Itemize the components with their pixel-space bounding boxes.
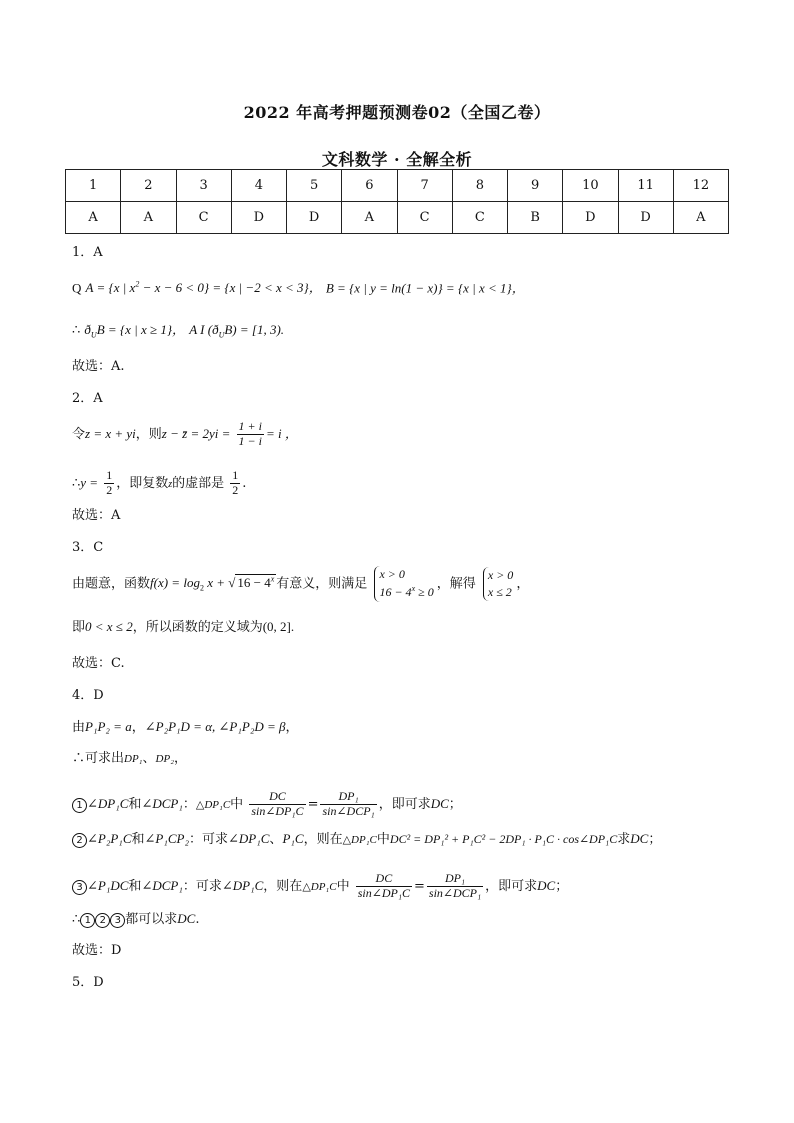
answer-table (65, 169, 729, 234)
q4-l3-den-1: sin∠DP₁C (251, 803, 304, 818)
q4-p1p2: P₁P₂ = a (85, 719, 132, 734)
q3-log: f(x) = log (150, 575, 200, 591)
q4-l5-equals: = (414, 878, 425, 894)
q4-l4-semicolon: ； (648, 832, 662, 847)
q5-heading: 5．D (72, 975, 104, 990)
q3-sys1-line2: 16 − 4 (379, 585, 412, 600)
q2-z-diff: z − z̄ = 2yi = (161, 425, 231, 441)
q4-l3-semicolon: ； (448, 796, 462, 812)
q1-set-a-rest: − x − 6 < 0} = {x | −2 < x < 3}， (139, 280, 322, 296)
q3-domain-text: ，所以函数的定义域为 (132, 620, 263, 635)
q4-line-5 (72, 872, 568, 901)
q4-l5-den-1: sin∠DP₁C (357, 885, 410, 900)
q1-answer: 故选：A. (72, 359, 125, 374)
q4-l4-angle-2: ∠P₁CP₂ (144, 831, 189, 846)
q4-l5-num-2: DP₁ (427, 872, 483, 887)
q3-sys2-line2: x ≤ 2 (487, 584, 512, 599)
table-cell: 12 (673, 170, 728, 202)
q2-half-denominator-2: 2 (232, 482, 239, 497)
q3-sys2-line1: x > 0 (487, 567, 514, 582)
q3-range: 0 < x ≤ 2 (85, 619, 133, 634)
table-cell: 6 (342, 170, 397, 202)
q3-comma: ， (516, 576, 530, 592)
q4-heading: 4．D (72, 688, 104, 703)
q4-l3-dc: DC (430, 795, 449, 811)
q4-l4-angle-3: ∠DP₁C (228, 831, 270, 846)
table-cell: 9 (508, 170, 563, 202)
q4-l5-triangle: △DP₁C (302, 880, 337, 893)
q2-imag-text: 的虚部是 (172, 475, 225, 491)
q1-complement-symbol: ð (84, 322, 91, 337)
table-cell: C (452, 202, 507, 234)
q3-answer: 故选：C. (72, 656, 125, 671)
circled-number-icon: 1 (72, 798, 87, 813)
q2-z: z (168, 478, 173, 490)
answer-table-answer-row (66, 202, 729, 234)
q4-l3-and: 和 (128, 796, 142, 812)
q4-l5-angle-1: ∠P₁DC (87, 877, 129, 893)
table-cell: B (508, 202, 563, 234)
q2-period: . (242, 475, 247, 491)
q4-l5-dc: DC (537, 877, 556, 893)
q3-sqrt-symbol: √ (228, 575, 236, 591)
q4-answer: 故选：D (72, 943, 122, 958)
q4-l3-num-1: DC (249, 790, 305, 805)
q4-line-4 (72, 832, 661, 848)
q3-sys1-exp: x (411, 584, 416, 594)
q3-solve-text: ，解得 (436, 576, 476, 592)
q4-l4-can-find: ：可求 (188, 832, 228, 847)
q4-comma-3: ， (174, 751, 188, 766)
q4-l6-dc: DC (177, 911, 196, 926)
q2-denominator: 1 − i (238, 433, 262, 448)
document-subtitle: 文科数学 · 全解全析 (321, 150, 473, 169)
q4-l3-fraction-2 (320, 790, 376, 819)
q4-l5-then: ，则在 (263, 878, 303, 894)
q4-comma-1: ， (131, 720, 145, 735)
q1-line-2 (72, 323, 284, 340)
q1-therefore-symbol: Q (72, 280, 82, 296)
circled-number-icon: 3 (110, 913, 125, 928)
q2-y-equals: y = (80, 474, 99, 490)
q3-line-2 (72, 620, 294, 634)
circled-number-icon: 2 (95, 913, 110, 928)
q4-from: 由 (72, 720, 86, 735)
q1-set-a (86, 280, 322, 295)
q4-l4-find: 求 (617, 832, 631, 847)
table-cell: D (563, 202, 618, 234)
q4-angles: ∠P₂P₁D = α, ∠P₁P₂D = β (144, 719, 286, 734)
q4-comma-2: ， (285, 720, 299, 735)
table-cell: 10 (563, 170, 618, 202)
q4-l5-angle-3: ∠DP₁C (221, 877, 264, 893)
table-cell: D (231, 202, 286, 234)
q3-heading: 3．C (72, 540, 104, 555)
q1-complement-sub: U (90, 330, 97, 340)
q1-complement-text: B = {x | x ≥ 1}， (96, 322, 186, 337)
answer-table-number-row (66, 170, 729, 202)
table-cell: 1 (66, 170, 121, 202)
q2-half-numerator-2: 1 (232, 468, 239, 482)
q4-l4-dc: DC (630, 831, 649, 846)
circled-number-icon: 3 (72, 880, 87, 895)
q4-l3-triangle: △DP₁C (195, 798, 231, 811)
table-cell: A (342, 202, 397, 234)
q4-l4-then: ，则在 (303, 832, 343, 847)
q4-l3-equals: = (307, 796, 319, 812)
table-cell: 2 (121, 170, 176, 202)
table-cell: C (176, 202, 231, 234)
q4-l4-p1c: P₁C (282, 831, 304, 846)
table-cell: D (287, 202, 342, 234)
q4-line-1 (72, 720, 299, 734)
q2-line-1 (72, 420, 298, 449)
q4-line-6 (72, 912, 200, 928)
q4-l4-angle-1: ∠P₂P₁C (87, 831, 132, 846)
q2-answer: 故选：A (72, 508, 121, 523)
q4-l3-in: 中 (230, 796, 244, 812)
q2-half-denominator: 2 (106, 482, 113, 497)
circled-number-icon: 2 (72, 833, 87, 848)
q4-l3-num-2: DP₁ (320, 790, 376, 805)
q2-z-def: z = x + yi (85, 425, 136, 441)
q4-l5-then-find: ，即可求 (485, 878, 538, 894)
q2-let: 令 (72, 426, 86, 442)
q1-intersection-a: A I (ð (189, 322, 219, 337)
q4-l5-in: 中 (336, 878, 350, 894)
q3-sqrt-exp: x (270, 575, 275, 585)
q2-heading: 2．A (72, 391, 103, 406)
q1-intersection-result: B) = [1, 3). (224, 322, 285, 337)
table-cell: D (618, 202, 673, 234)
q3-plus: x + (203, 575, 229, 591)
q4-l4-sep: 、 (269, 832, 283, 847)
q4-l5-semicolon: ； (555, 878, 569, 894)
q4-l5-den-2: sin∠DCP₁ (428, 885, 482, 900)
q3-system-2 (483, 567, 513, 602)
q3-function (150, 575, 276, 593)
table-cell: A (121, 202, 176, 234)
q4-l3-angle-1: ∠DP₁C (87, 795, 129, 811)
q2-numerator: 1 + i (238, 419, 262, 433)
table-cell: 4 (231, 170, 286, 202)
q4-line-2 (72, 752, 187, 765)
table-cell: A (66, 202, 121, 234)
q1-set-a-text: A = {x | x (85, 280, 136, 296)
table-cell: 5 (287, 170, 342, 202)
q1-intersection (189, 322, 285, 340)
q2-half-numerator: 1 (106, 468, 113, 482)
q1-heading: 1．A (72, 245, 103, 260)
q2-equals-i: = i ， (265, 425, 298, 441)
q4-l5-num-1: DC (356, 872, 412, 887)
q4-l5-angle-2: ∠DCP₁ (141, 877, 183, 893)
q4-l3-den-2: sin∠DCP₁ (322, 803, 375, 818)
q4-all-can: 都可以求 (125, 912, 178, 927)
q3-sqrt-text: 16 − 4 (237, 575, 271, 591)
q3-system-1 (374, 566, 433, 602)
q3-line-1 (72, 566, 529, 602)
document-title: 2022 年高考押题预测卷02（全国乙卷） (243, 103, 551, 122)
q4-l3-angle-2: ∠DCP₁ (141, 795, 183, 811)
q3-sqrt-body (235, 574, 276, 590)
q3-ie: 即 (72, 620, 86, 635)
q4-l4-and: 和 (131, 832, 145, 847)
q4-l4-triangle: △DP₁C (342, 834, 377, 846)
table-cell: 7 (397, 170, 452, 202)
q3-log-base: 2 (199, 583, 204, 593)
q3-intro: 由题意，函数 (72, 576, 151, 592)
q1-complement-b (84, 322, 186, 340)
q4-l3-fraction-1 (249, 790, 305, 819)
q2-half-fraction (104, 469, 114, 498)
table-cell: 3 (176, 170, 231, 202)
q4-dp2: DP₂ (155, 753, 175, 765)
q2-complex-text: ，即复数 (116, 475, 169, 491)
q4-can-find: ∴可求出 (72, 751, 125, 766)
q3-sys1-rest: ≥ 0 (415, 585, 434, 600)
circled-number-icon: 1 (80, 913, 95, 928)
q4-l5-and: 和 (128, 878, 142, 894)
q1-line-1 (72, 281, 525, 295)
q4-l4-cosine-law: DC² = DP₁² + P₁C² − 2DP₁ · P₁C · cos∠DP₁C (389, 832, 618, 846)
q4-sep: 、 (142, 751, 156, 766)
q4-l3-then: ，即可求 (378, 796, 431, 812)
table-cell: 8 (452, 170, 507, 202)
q1-exponent: 2 (135, 280, 140, 289)
table-cell: C (397, 202, 452, 234)
q2-then: ，则 (135, 426, 162, 442)
q4-therefore: ∴ (72, 912, 81, 927)
q4-dp1: DP₁ (124, 753, 143, 765)
q4-l6-period: . (195, 912, 200, 927)
q1-set-b: B = {x | y = ln(1 − x)} = {x | x < 1}， (325, 280, 525, 296)
q4-l3-colon: ： (182, 796, 196, 812)
q3-condition-text: 有意义，则满足 (276, 576, 368, 592)
q2-line-2 (72, 469, 246, 498)
q3-domain: (0, 2]. (262, 619, 295, 634)
q2-half-fraction-2 (230, 469, 240, 498)
q4-l5-fraction-2 (427, 872, 483, 901)
q2-therefore: ∴ (72, 475, 81, 491)
q1-intersection-sub: U (218, 330, 225, 340)
q4-l4-in: 中 (376, 832, 390, 847)
table-cell: 11 (618, 170, 673, 202)
q4-l5-can-find: ：可求 (182, 878, 222, 894)
q2-fraction (237, 420, 264, 449)
q3-sys1-line1: x > 0 (379, 567, 405, 581)
q4-l5-fraction-1 (356, 872, 412, 901)
table-cell: A (673, 202, 728, 234)
q4-line-3 (72, 790, 462, 819)
q1-therefore: ∴ (72, 323, 85, 338)
